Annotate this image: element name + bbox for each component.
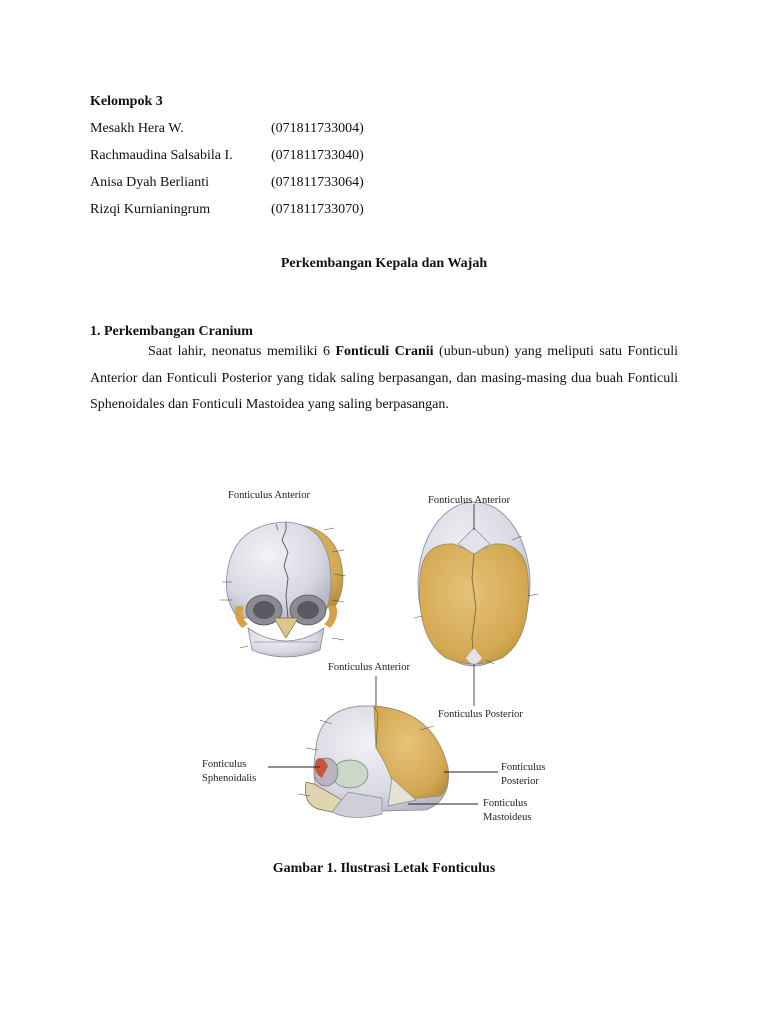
section-heading: 1. Perkembangan Cranium — [90, 324, 253, 339]
label-front-fonticulus-anterior: Fonticulus Anterior — [228, 490, 310, 501]
member-name-3: Anisa Dyah Berlianti — [90, 175, 209, 190]
paragraph-bold-term: Fonticuli Cranii — [335, 344, 434, 359]
group-title: Kelompok 3 — [90, 94, 163, 109]
section-paragraph — [90, 339, 678, 419]
front-view-skull — [220, 522, 346, 657]
document-title: Perkembangan Kepala dan Wajah — [280, 256, 488, 271]
label-top-fonticulus-anterior: Fonticulus Anterior — [428, 495, 510, 506]
label-fonticulus-mastoideus-line2: Mastoideus — [483, 812, 532, 823]
member-name-2: Rachmaudina Salsabila I. — [90, 148, 233, 163]
label-fonticulus-sphenoidalis-line2: Sphenoidalis — [202, 773, 257, 784]
member-id-2: (071811733040) — [271, 148, 364, 163]
paragraph-text-start: Saat lahir, neonatus memiliki 6 — [148, 344, 336, 359]
label-side-fonticulus-posterior-line1: Fonticulus — [501, 762, 546, 773]
member-name-4: Rizqi Kurnianingrum — [90, 202, 211, 217]
label-side-fonticulus-posterior-line2: Posterior — [501, 776, 539, 787]
side-view-skull — [268, 676, 498, 818]
top-view-skull — [414, 502, 538, 706]
figure-caption: Gambar 1. Ilustrasi Letak Fonticulus — [272, 861, 496, 876]
member-name-1: Mesakh Hera W. — [90, 121, 184, 136]
label-side-fonticulus-anterior: Fonticulus Anterior — [328, 662, 410, 673]
label-fonticulus-sphenoidalis-line1: Fonticulus — [202, 759, 247, 770]
member-id-4: (071811733070) — [271, 202, 364, 217]
paragraph-text-end: (ubun-ubun) yang meliputi satu Fonticuli Anterior dan Fonticuli Posterior yang tidak saling berpasangan, dan masing-masing dua buah Fonticuli Sphenoidales dan Fonticuli Mastoidea yang saling berpasangan. — [90, 344, 679, 412]
member-id-3: (071811733064) — [271, 175, 364, 190]
fontanel-figure — [182, 478, 588, 848]
label-fonticulus-mastoideus-line1: Fonticulus — [483, 798, 528, 809]
member-id-1: (071811733004) — [271, 121, 364, 136]
label-top-fonticulus-posterior: Fonticulus Posterior — [438, 709, 523, 720]
